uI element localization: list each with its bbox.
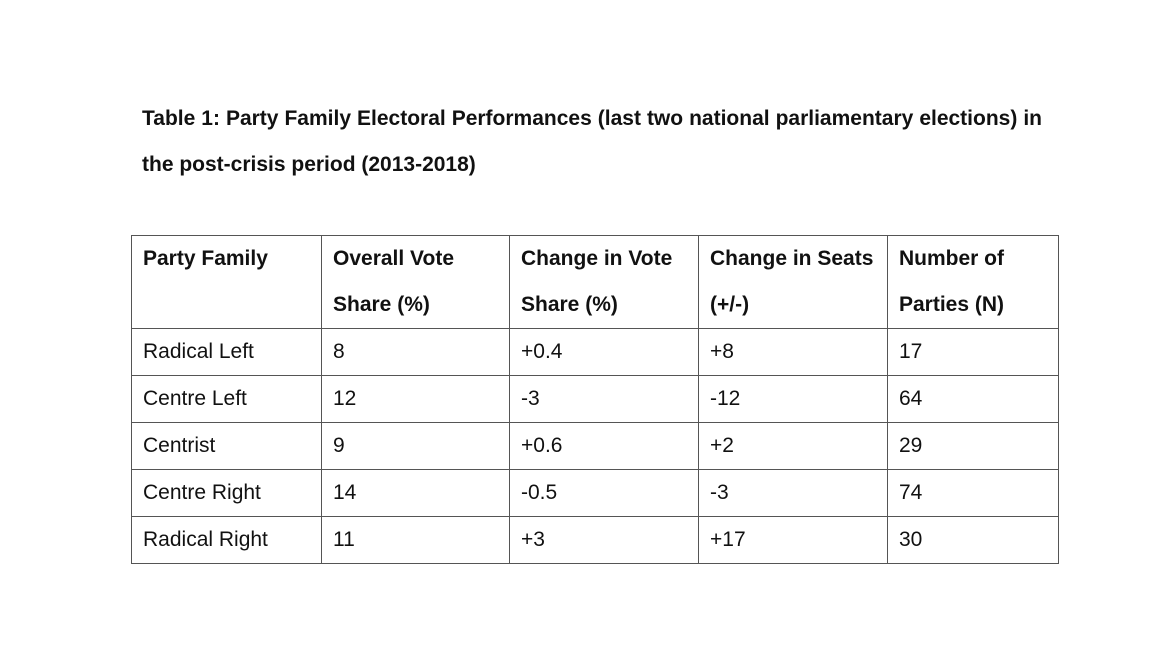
party-family-table [131, 235, 1059, 564]
table-caption: Table 1: Party Family Electoral Performances (last two national parliamentary elections) in the post-crisis period (2013-2018) [142, 107, 1042, 176]
cell-change-in-vote-share: +0.4 [510, 329, 699, 376]
cell-overall-vote-share: 14 [322, 470, 510, 517]
table-row [132, 376, 1059, 423]
table-row [132, 517, 1059, 564]
cell-number-of-parties: 29 [888, 423, 1059, 470]
cell-overall-vote-share: 8 [322, 329, 510, 376]
table-row [132, 470, 1059, 517]
header-change-in-seats: Change in Seats (+/-) [699, 236, 888, 329]
cell-change-in-vote-share: +3 [510, 517, 699, 564]
cell-change-in-vote-share: -3 [510, 376, 699, 423]
header-party-family: Party Family [132, 236, 322, 329]
header-overall-vote-share: Overall Vote Share (%) [322, 236, 510, 329]
cell-change-in-seats: +2 [699, 423, 888, 470]
cell-party-family: Centrist [132, 423, 322, 470]
table-row [132, 329, 1059, 376]
cell-change-in-vote-share: +0.6 [510, 423, 699, 470]
table-row [132, 423, 1059, 470]
table-header-row [132, 236, 1059, 329]
cell-change-in-seats: -12 [699, 376, 888, 423]
cell-change-in-vote-share: -0.5 [510, 470, 699, 517]
cell-change-in-seats: -3 [699, 470, 888, 517]
cell-change-in-seats: +8 [699, 329, 888, 376]
cell-party-family: Radical Left [132, 329, 322, 376]
cell-overall-vote-share: 11 [322, 517, 510, 564]
cell-number-of-parties: 74 [888, 470, 1059, 517]
cell-number-of-parties: 64 [888, 376, 1059, 423]
cell-change-in-seats: +17 [699, 517, 888, 564]
header-change-in-vote-share: Change in Vote Share (%) [510, 236, 699, 329]
cell-number-of-parties: 17 [888, 329, 1059, 376]
cell-number-of-parties: 30 [888, 517, 1059, 564]
cell-party-family: Centre Left [132, 376, 322, 423]
cell-party-family: Centre Right [132, 470, 322, 517]
cell-overall-vote-share: 12 [322, 376, 510, 423]
cell-overall-vote-share: 9 [322, 423, 510, 470]
header-number-of-parties: Number of Parties (N) [888, 236, 1059, 329]
cell-party-family: Radical Right [132, 517, 322, 564]
